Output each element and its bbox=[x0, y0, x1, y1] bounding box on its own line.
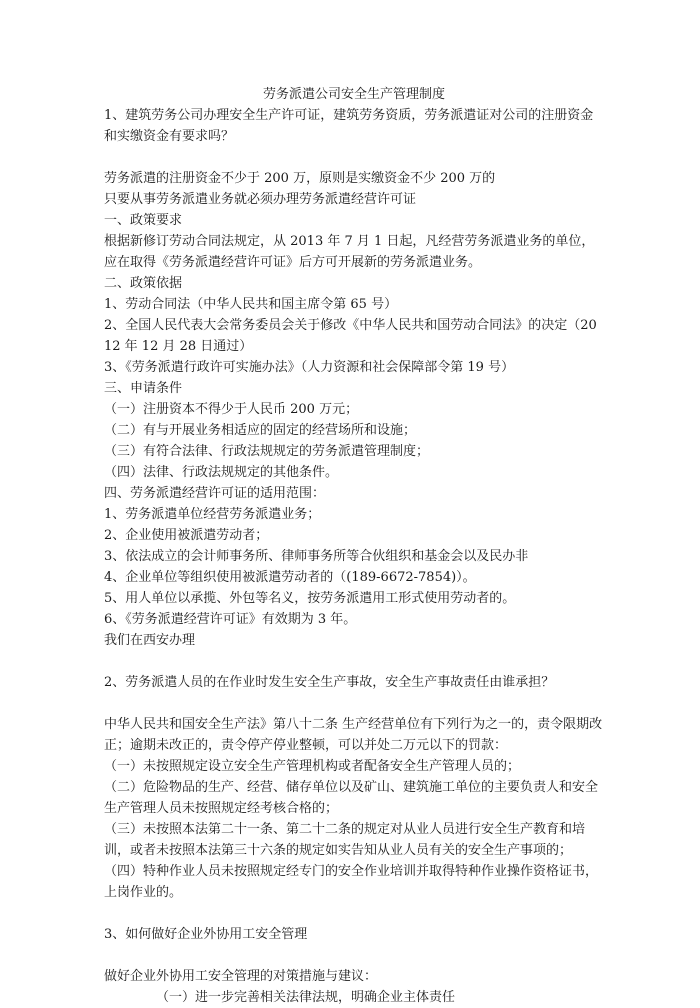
blank-line bbox=[104, 651, 604, 672]
section-heading: 二、政策依据 bbox=[104, 276, 183, 291]
document-body bbox=[104, 84, 604, 1008]
list-item: 2、企业使用被派遣劳动者； bbox=[104, 528, 269, 543]
list-item: （三）未按照本法第二十一条、第二十二条的规定对从业人员进行安全生产教育和培训，或者未按照本法第三十六条的规定如实告知从业人员有关的安全生产事项的； bbox=[104, 822, 586, 858]
blank-line bbox=[104, 903, 604, 924]
paragraph-line: 只要从事劳务派遣业务就必须办理劳务派遣经营许可证 bbox=[104, 192, 417, 207]
document-title: 劳务派遣公司安全生产管理制度 bbox=[262, 87, 445, 102]
section-heading: 一、政策要求 bbox=[104, 213, 183, 228]
list-item: 3、《劳务派遣行政许可实施办法》（人力资源和社会保障部令第 19 号） bbox=[104, 360, 515, 375]
list-item: （一）未按照规定设立安全生产管理机构或者配备安全生产管理人员的； bbox=[104, 759, 521, 774]
list-item: 2、全国人民代表大会常务委员会关于修改《中华人民共和国劳动合同法》的决定（2012 年 12 月 28 日通过） bbox=[104, 318, 597, 354]
question-3: 3、如何做好企业外协用工安全管理 bbox=[104, 927, 308, 942]
question-1: 1、建筑劳务公司办理安全生产许可证，建筑劳务资质，劳务派遣证对公司的注册资金和实缴资金有要求吗？ bbox=[104, 108, 594, 144]
list-item: 1、劳动合同法（中华人民共和国主席令第 65 号） bbox=[104, 297, 398, 312]
question-2: 2、劳务派遣人员的在作业时发生安全生产事故，安全生产事故责任由谁承担？ bbox=[104, 675, 555, 690]
section-heading: 三、申请条件 bbox=[104, 381, 183, 396]
list-item: （三）有符合法律、行政法规规定的劳务派遣管理制度； bbox=[104, 444, 430, 459]
section-heading: 四、劳务派遣经营许可证的适用范围： bbox=[104, 486, 326, 501]
paragraph-line: 中华人民共和国安全生产法》第八十二条 生产经营单位有下列行为之一的，责令限期改正；逾期未改正的，责令停产停业整顿，可以并处二万元以下的罚款： bbox=[104, 717, 603, 753]
blank-line bbox=[104, 147, 604, 168]
list-item: （一）注册资本不得少于人民币 200 万元； bbox=[104, 402, 359, 417]
list-item: （四）特种作业人员未按照规定经专门的安全作业培训并取得特种作业操作资格证书，上岗作业的。 bbox=[104, 864, 599, 900]
paragraph-line: 我们在西安办理 bbox=[104, 633, 196, 648]
blank-line bbox=[104, 945, 604, 966]
list-item: 1、劳务派遣单位经营劳务派遣业务； bbox=[104, 507, 321, 522]
list-item: （一）进一步完善相关法律法规，明确企业主体责任 bbox=[156, 990, 456, 1005]
list-item: 6、《劳务派遣经营许可证》有效期为 3 年。 bbox=[104, 612, 357, 627]
list-item: 5、用人单位以承揽、外包等名义，按劳务派遣用工形式使用劳动者的。 bbox=[104, 591, 516, 606]
blank-line bbox=[104, 693, 604, 714]
paragraph-line: 根据新修订劳动合同法规定，从 2013 年 7 月 1 日起，凡经营劳务派遣业务的单位，应在取得《劳务派遣经营许可证》后方可开展新的劳务派遣业务。 bbox=[104, 234, 595, 270]
paragraph-line: 做好企业外协用工安全管理的对策措施与建议： bbox=[104, 969, 378, 984]
list-item: （二）危险物品的生产、经营、储存单位以及矿山、建筑施工单位的主要负责人和安全生产管理人员未按照规定经考核合格的； bbox=[104, 780, 599, 816]
list-item: （二）有与开展业务相适应的固定的经营场所和设施； bbox=[104, 423, 417, 438]
list-item: 4、企业单位等组织使用被派遣劳动者的（(189-6672-7854)）。 bbox=[104, 570, 476, 585]
paragraph-line: 劳务派遣的注册资金不少于 200 万，原则是实缴资金不少 200 万的 bbox=[104, 171, 496, 186]
list-item: （四）法律、行政法规规定的其他条件。 bbox=[104, 465, 339, 480]
list-item: 3、依法成立的会计师事务所、律师事务所等合伙组织和基金会以及民办非 bbox=[104, 549, 529, 564]
